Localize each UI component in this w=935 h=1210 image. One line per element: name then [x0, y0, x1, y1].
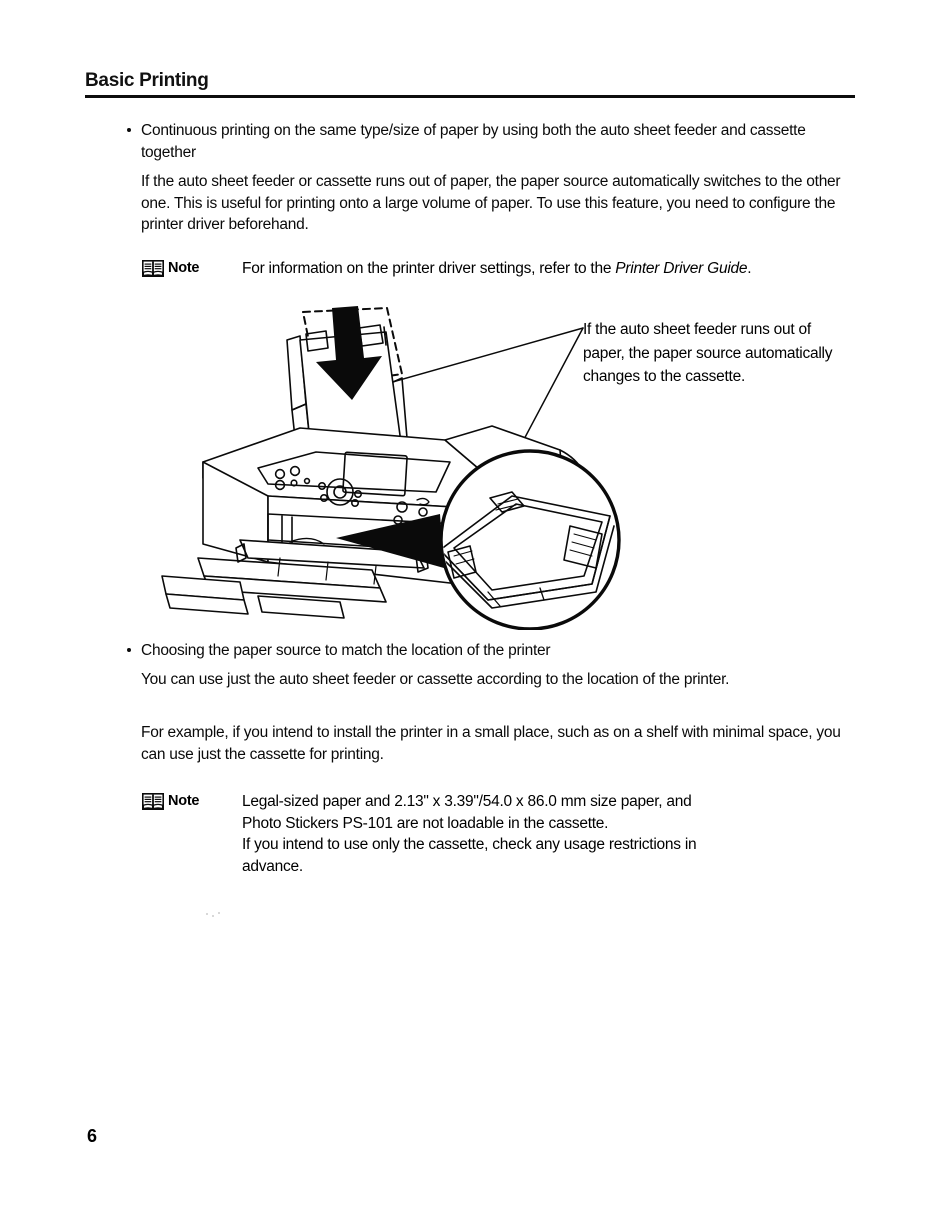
- bullet-dot-icon: [127, 128, 131, 132]
- note-label: Note: [168, 260, 200, 276]
- paragraph-example-shelf: For example, if you intend to install the printer in a small place, such as on a shelf with minimal space, you can use just the cassette for printing.: [141, 724, 841, 763]
- open-book-icon: [142, 793, 164, 810]
- page-title: Basic Printing: [85, 70, 209, 91]
- bullet-item-continuous-printing: [127, 120, 849, 163]
- note-label: Note: [168, 793, 200, 809]
- callout-auto-sheet-feeder: If the auto sheet feeder runs out of paper, the paper source automatically changes to the cassette.: [583, 321, 833, 385]
- bullet-row: [127, 120, 849, 163]
- open-book-icon: [142, 260, 164, 277]
- note-body: [242, 258, 842, 280]
- paragraph-use-just-one-source: You can use just the auto sheet feeder or cassette according to the location of the printer.: [141, 671, 730, 688]
- note-cassette-restrictions: [142, 791, 862, 877]
- bullet-text: Choosing the paper source to match the location of the printer: [141, 642, 551, 659]
- note-text-italic: Printer Driver Guide: [615, 260, 748, 277]
- scan-artifact: [206, 913, 208, 915]
- page-number: 6: [87, 1126, 98, 1146]
- note-label-group: [142, 258, 237, 278]
- note-printer-driver: [142, 258, 842, 280]
- header-divider: [85, 95, 855, 98]
- note-line-3: If you intend to use only the cassette, check any usage restrictions in: [242, 836, 697, 853]
- note-text-after: .: [747, 260, 752, 277]
- note-body: [242, 791, 852, 877]
- note-line-4: advance.: [242, 857, 303, 875]
- printer-illustration-svg: [140, 300, 640, 630]
- bullet-dot-icon: [127, 648, 131, 652]
- note-line-2: Photo Stickers PS-101 are not loadable in the cassette.: [242, 814, 609, 832]
- bullet-item-choosing-paper-source: [127, 640, 849, 662]
- scan-artifact: [212, 915, 214, 917]
- bullet-text: Continuous printing on the same type/size of paper by using both the auto sheet feeder and cassette together: [141, 122, 806, 161]
- page-header: [85, 70, 855, 93]
- bullet-row: [127, 640, 849, 662]
- note-text-before: For information on the printer driver settings, refer to the: [242, 260, 616, 277]
- note-line-1: Legal-sized paper and 2.13" x 3.39"/54.0 x 86.0 mm size paper, and: [242, 793, 692, 810]
- paragraph-auto-switch: If the auto sheet feeder or cassette runs out of paper, the paper source automatically switches to the other one. This is useful for printing onto a large volume of paper. To use this feature, you need to configure the printer driver beforehand.: [141, 173, 841, 233]
- printer-illustration: [140, 300, 640, 630]
- note-label-group: [142, 791, 237, 811]
- scan-artifact: [218, 912, 220, 914]
